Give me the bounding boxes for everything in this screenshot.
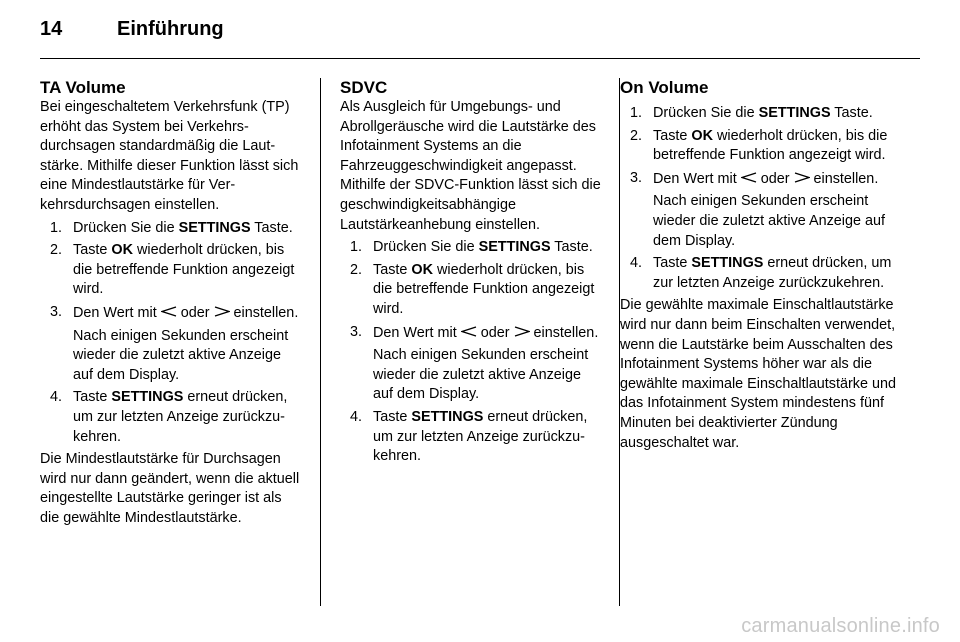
page-number: 14: [40, 18, 63, 40]
step-text: Taste: [373, 408, 412, 425]
section-title: TA Volume: [40, 78, 126, 97]
step-number: 2.: [350, 261, 363, 278]
step-note: Nach einigen Sekunden erscheint wieder die zuletzt aktive Anzeige auf dem Display.: [373, 347, 589, 403]
section-title: On Volume: [620, 78, 709, 97]
step-text: Taste.: [250, 219, 293, 236]
section-outro: Die gewählte maximale Einschaltlautstärke wird nur dann beim Einschalten verwendet, wenn die Lautstärke beim Ausschalten des Infotainment Systems höher war als die gewählte maximale Einschaltlautstärke und das Infotainment System mindestens fünf Minuten bei deaktivierter Zündung ausgeschaltet war.: [620, 297, 896, 451]
section-sdvc: [340, 78, 602, 467]
watermark: carmanualsonline.info: [741, 615, 940, 637]
section-intro: Als Ausgleich für Umgebungs- und Abrollgeräusche wird die Lautstärke des Infotainment Systems an die Fahrzeuggeschwindigkeit angepasst. Mithilfe der SDVC-Funktion lässt sich die geschwindigkeitsabhängige Lautstärkeanhebung einstellen.: [340, 99, 601, 233]
page-header: [40, 18, 920, 48]
step-text: oder: [476, 324, 514, 341]
step-text: einstellen.: [229, 304, 299, 321]
step-item: [50, 241, 302, 300]
step-text: wiederholt drücken, bis die betreffende Funktion angezeigt wird.: [653, 127, 888, 164]
section-on-volume: [620, 78, 902, 453]
step-list: [620, 104, 902, 293]
right-triangle-icon: [794, 169, 810, 189]
section-title: SDVC: [340, 78, 388, 97]
step-item: [350, 323, 602, 405]
step-number: 3.: [350, 323, 363, 340]
step-text: einstellen.: [529, 324, 599, 341]
ok-key-label: OK: [411, 261, 433, 278]
header-rule: [40, 58, 920, 59]
ok-key-label: OK: [111, 242, 133, 259]
step-number: 3.: [50, 303, 63, 320]
left-triangle-icon: [461, 323, 477, 343]
step-list: [40, 219, 302, 448]
step-text: Den Wert mit: [653, 170, 741, 187]
settings-key-label: SETTINGS: [111, 389, 184, 406]
settings-key-label: SETTINGS: [178, 219, 251, 236]
chapter-title: Einführung: [117, 18, 224, 40]
step-text: einstellen.: [809, 170, 879, 187]
step-item: [350, 261, 602, 320]
step-item: [630, 104, 902, 124]
step-item: [630, 169, 902, 251]
settings-key-label: SETTINGS: [411, 408, 484, 425]
step-text: Taste: [373, 261, 412, 278]
step-number: 1.: [50, 219, 63, 236]
step-text: Drücken Sie die: [653, 105, 759, 121]
step-text: Drücken Sie die: [73, 219, 179, 236]
section-intro: Bei eingeschaltetem Verkehrsfunk (TP) erhöht das System bei Verkehrsdurchsagen standardmäßig die Lautstärke. Mithilfe dieser Funktion lässt sich eine Mindestlautstärke für Verkehrsdurchsagen einstellen.: [40, 99, 299, 213]
step-item: [50, 219, 302, 239]
step-item: [630, 254, 902, 293]
ok-key-label: OK: [691, 127, 713, 144]
step-number: 4.: [50, 389, 63, 406]
settings-key-label: SETTINGS: [691, 255, 764, 272]
step-text: wiederholt drücken, bis die betreffende Funktion angezeigt wird.: [373, 261, 595, 317]
column-divider: [320, 78, 321, 606]
step-item: [630, 127, 902, 166]
step-item: [50, 303, 302, 385]
step-note: Nach einigen Sekunden erscheint wieder die zuletzt aktive Anzeige auf dem Display.: [73, 327, 289, 383]
step-text: Taste.: [830, 105, 873, 121]
step-number: 3.: [630, 169, 643, 186]
step-number: 1.: [630, 105, 643, 121]
left-triangle-icon: [741, 169, 757, 189]
left-triangle-icon: [161, 303, 177, 323]
step-text: Taste: [653, 127, 692, 144]
section-ta-volume: [40, 78, 302, 528]
step-list: [340, 238, 602, 467]
step-text: Den Wert mit: [73, 304, 161, 321]
step-item: [350, 408, 602, 467]
step-number: 1.: [350, 239, 363, 256]
step-text: erneut drücken, um zur letzten Anzeige zurückzukehren.: [73, 389, 288, 445]
step-text: oder: [176, 304, 214, 321]
step-number: 2.: [50, 242, 63, 259]
step-text: oder: [756, 170, 794, 187]
settings-key-label: SETTINGS: [478, 239, 551, 256]
step-number: 4.: [350, 408, 363, 425]
section-outro: Die Mindestlautstärke für Durchsagen wird nur dann geändert, wenn die aktuell eingestellte Lautstärke geringer ist als die gewählte Mindestlautstärke.: [40, 451, 300, 526]
step-item: [350, 238, 602, 258]
step-text: Taste: [73, 389, 112, 406]
step-text: Taste: [73, 242, 112, 259]
step-text: Den Wert mit: [373, 324, 461, 341]
settings-key-label: SETTINGS: [758, 105, 831, 121]
right-triangle-icon: [214, 303, 230, 323]
step-note: Nach einigen Sekunden erscheint wieder die zuletzt aktive Anzeige auf dem Display.: [653, 193, 885, 249]
step-number: 4.: [630, 255, 643, 272]
step-item: [50, 388, 302, 447]
right-triangle-icon: [514, 323, 530, 343]
step-text: Drücken Sie die: [373, 239, 479, 256]
step-text: Taste.: [550, 239, 593, 256]
step-text: wiederholt drücken, bis die betreffende Funktion angezeigt wird.: [73, 242, 295, 298]
step-text: erneut drücken, um zur letzten Anzeige zurückzukehren.: [373, 408, 588, 465]
step-text: Taste: [653, 255, 692, 272]
step-text: erneut drücken, um zur letzten Anzeige zurückzukehren.: [653, 255, 892, 291]
step-number: 2.: [630, 127, 643, 144]
